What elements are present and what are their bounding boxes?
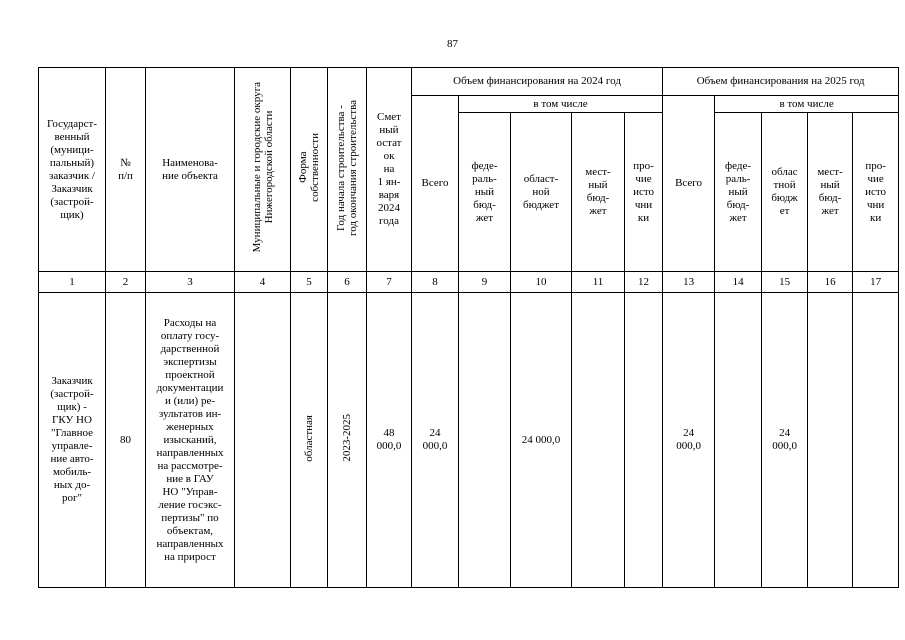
column-number: 6 — [328, 272, 367, 293]
other-2024-header: про- чие исто чни ки — [625, 113, 663, 272]
column-number: 1 — [39, 272, 106, 293]
district-cell — [235, 293, 291, 588]
table-row — [39, 293, 899, 588]
column-number: 15 — [762, 272, 808, 293]
other-2025-cell — [853, 293, 899, 588]
object-name-header: Наименова- ние объекта — [146, 68, 235, 272]
ownership-header-cell — [291, 68, 328, 272]
federal-2024-header: феде- раль- ный бюд- жет — [459, 113, 511, 272]
funding-2024-header: Объем финансирования на 2024 год — [412, 68, 663, 96]
total-2024-cell: 24 000,0 — [412, 293, 459, 588]
total-2024-header: Всего — [412, 96, 459, 272]
estimate-balance-cell: 48 000,0 — [367, 293, 412, 588]
ownership-cell — [291, 293, 328, 588]
other-2025-header: про- чие исто чни ки — [853, 113, 899, 272]
column-number: 5 — [291, 272, 328, 293]
number-cell: 80 — [106, 293, 146, 588]
column-number: 10 — [511, 272, 572, 293]
local-2025-header: мест- ный бюд- жет — [808, 113, 853, 272]
ownership-value: областная — [303, 414, 315, 462]
column-number: 3 — [146, 272, 235, 293]
local-2025-cell — [808, 293, 853, 588]
object-name-cell: Расходы на оплату госу- дарственной экспертизы проектной документации и (или) ре- зультатов ин- женерных изысканий, направленных на рассмотре- ние в ГАУ НО "Управ- ление госэкс- пертизы" по объектам, направленных на прирост — [146, 293, 235, 588]
column-number: 12 — [625, 272, 663, 293]
regional-2025-cell: 24 000,0 — [762, 293, 808, 588]
regional-2024-header: област- ной бюджет — [511, 113, 572, 272]
column-number: 2 — [106, 272, 146, 293]
funding-2025-header: Объем финансирования на 2025 год — [663, 68, 899, 96]
years-value: 2023-2025 — [341, 414, 353, 462]
ownership-header: Форма собственности — [297, 133, 321, 202]
column-number: 14 — [715, 272, 762, 293]
column-number: 11 — [572, 272, 625, 293]
other-2024-cell — [625, 293, 663, 588]
federal-2025-header: феде- раль- ный бюд- жет — [715, 113, 762, 272]
header-row-1 — [39, 68, 899, 96]
years-header: Год начала строительства - год окончания строительства — [335, 99, 359, 236]
column-number: 8 — [412, 272, 459, 293]
number-header: № п/п — [106, 68, 146, 272]
districts-header-cell — [235, 68, 291, 272]
years-cell — [328, 293, 367, 588]
total-2025-header: Всего — [663, 96, 715, 272]
federal-2024-cell — [459, 293, 511, 588]
federal-2025-cell — [715, 293, 762, 588]
districts-header: Муниципальные и городские округа Нижегородской области — [250, 82, 275, 253]
total-2025-cell: 24 000,0 — [663, 293, 715, 588]
estimate-balance-header: Смет ный остат ок на 1 ян- варя 2024 года — [367, 68, 412, 272]
local-2024-header: мест- ный бюд- жет — [572, 113, 625, 272]
financing-table — [38, 67, 899, 588]
column-number-row — [39, 272, 899, 293]
local-2024-cell — [572, 293, 625, 588]
column-number: 16 — [808, 272, 853, 293]
regional-2025-header: облас тной бюдж ет — [762, 113, 808, 272]
including-2024-header: в том числе — [459, 96, 663, 113]
column-number: 7 — [367, 272, 412, 293]
including-2025-header: в том числе — [715, 96, 899, 113]
page-number: 87 — [447, 38, 458, 50]
years-header-cell — [328, 68, 367, 272]
column-number: 9 — [459, 272, 511, 293]
column-number: 17 — [853, 272, 899, 293]
customer-header: Государст- венный (муници- пальный) заказчик / Заказчик (застрой- щик) — [39, 68, 106, 272]
customer-cell: Заказчик (застрой- щик) - ГКУ НО "Главное управле- ние авто- мобиль- ных до- рог" — [39, 293, 106, 588]
column-number: 13 — [663, 272, 715, 293]
column-number: 4 — [235, 272, 291, 293]
regional-2024-cell: 24 000,0 — [511, 293, 572, 588]
